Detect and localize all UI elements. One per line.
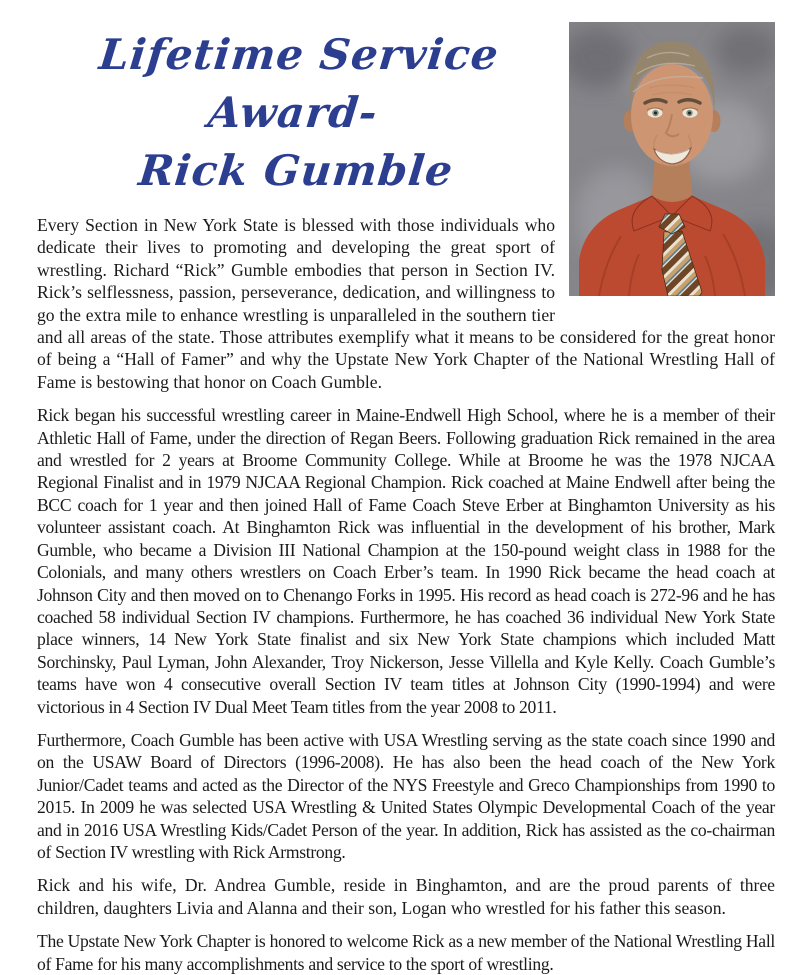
award-title-line: Lifetime Service Award-	[96, 30, 502, 137]
paragraph-closing: The Upstate New York Chapter is honored to welcome Rick as a new member of the National Wrestling Hall of Fame for his many accomplishments and service to the sport of wrestling.	[37, 931, 775, 974]
paragraph-intro: Every Section in New York State is blessed with those individuals who dedicate their lives to promoting and developing the great sport of wrestling. Richard “Rick” Gumble embodies that person in Section IV. Rick’s selflessness, passion, perseverance, dedication, and willingness to go the extra mile to enhance wrestling is unparalleled in the southern tier and all areas of the state. Those attributes exemplify what it means to be considered for the great honor of being a “Hall of Famer” and why the Upstate New York Chapter of the National Wrestling Hall of Fame is bestowing that honor on Coach Gumble.	[37, 215, 775, 392]
page-title	[37, 26, 775, 200]
paragraph-family: Rick and his wife, Dr. Andrea Gumble, reside in Binghamton, and are the proud parents of three children, daughters Livia and Alanna and their son, Logan who wrestled for his father this season.	[37, 875, 775, 918]
honoree-name-line: Rick Gumble	[136, 146, 456, 195]
paragraph-career: Rick began his successful wrestling career in Maine-Endwell High School, where he is a member of their Athletic Hall of Fame, under the direction of Regan Beers. Following graduation Rick remained in the area and wrestled for 2 years at Broome Community College. While at Broome he was the 1978 NJCAA Regional Finalist and in 1979 NJCAA Regional Champion. Rick coached at Maine Endwell after being the BCC coach for 1 year and then joined Hall of Fame Coach Steve Erber at Binghamton University as his volunteer assistant coach. At Binghamton Rick was influential in the development of his brother, Mark Gumble, who became a Division III National Champion at the 150-pound weight class in 1988 for the Colonials, and many others wrestlers on Coach Erber’s team. In 1990 Rick became the head coach at Johnson City and then moved on to Chenango Forks in 1995. His record as head coach is 272-96 and he has coached 58 individual Section IV champions. Furthermore, he has coached 36 individual New York State place winners, 14 New York State finalist and six New York State champions which included Matt Sorchinsky, Paul Lyman, John Alexander, Troy Nickerson, Jesse Villella and Kyle Kelly. Coach Gumble’s teams have won 4 consecutive overall Section IV team titles at Johnson City (1990-1994) and were victorious in 4 Section IV Dual Meet Team titles from the year 2008 to 2011.	[37, 405, 775, 717]
paragraph-usa-wrestling: Furthermore, Coach Gumble has been active with USA Wrestling serving as the state coach since 1990 and on the USAW Board of Directors (1996-2008). He has also been the head coach of the New York Junior/Cadet teams and acted as the Director of the NYS Freestyle and Greco Championships from 1990 to 2015. In 2009 he was selected USA Wrestling & United States Olympic Developmental Coach of the year and in 2016 USA Wrestling Kids/Cadet Person of the year. In addition, Rick has assisted as the co-chairman of Section IV wrestling with Rick Armstrong.	[37, 729, 775, 862]
